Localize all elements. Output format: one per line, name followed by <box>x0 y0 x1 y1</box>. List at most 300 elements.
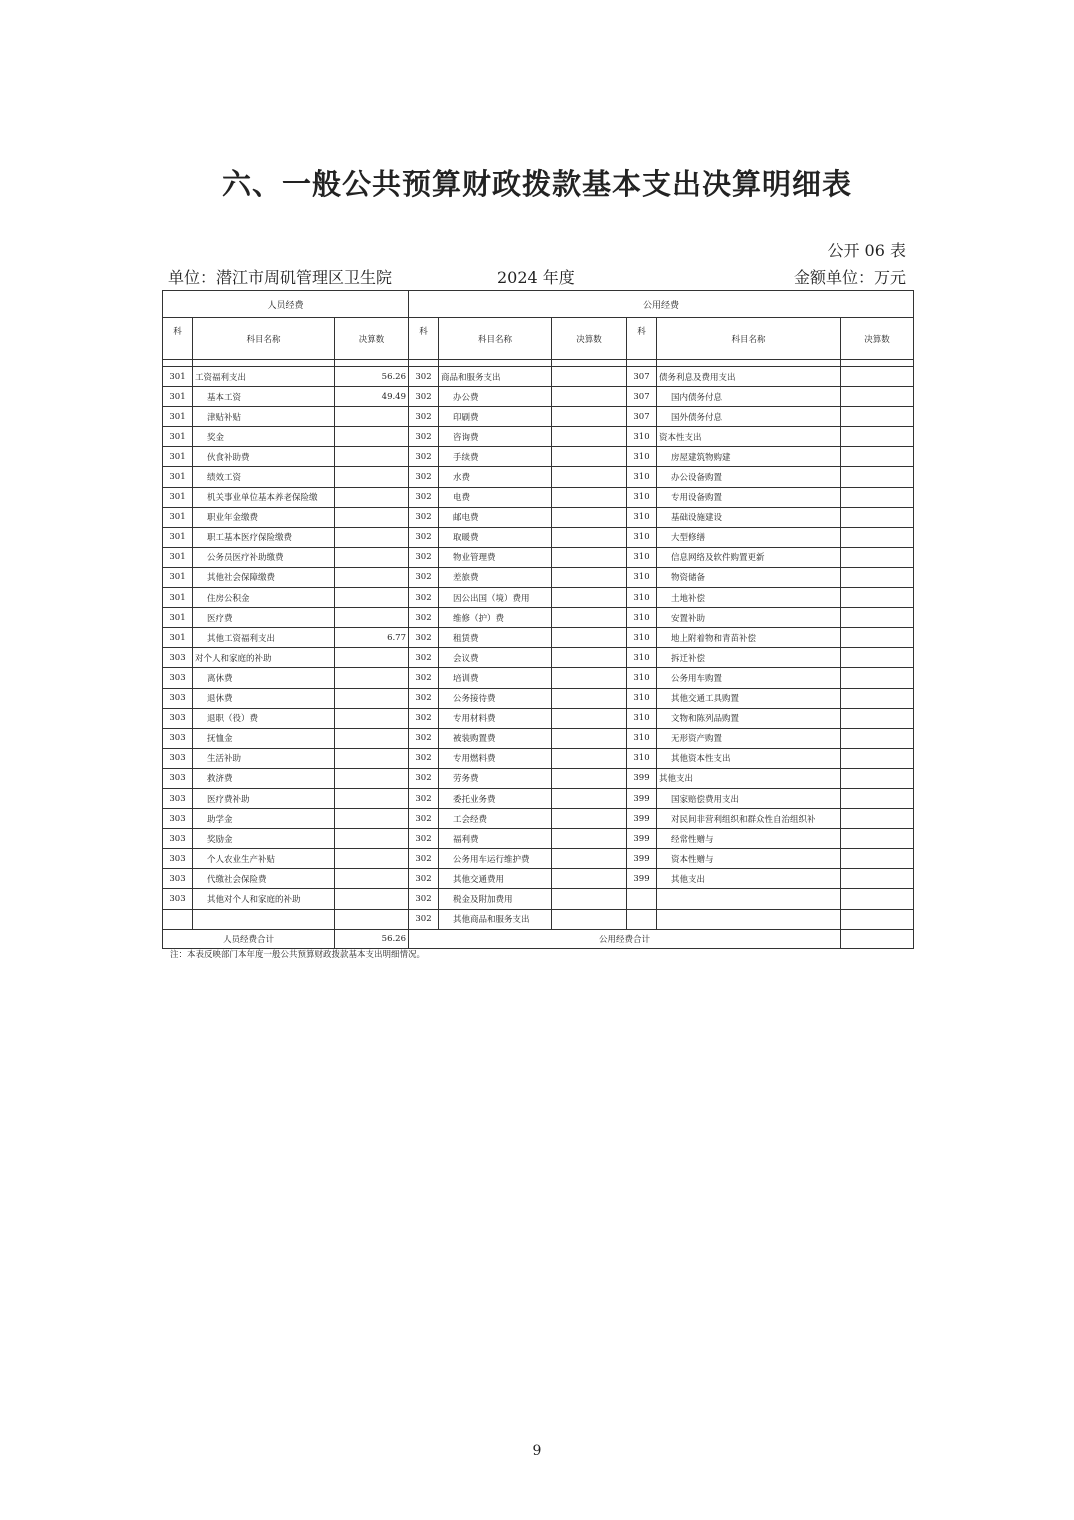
goods-code-cell: 302 <box>409 427 439 447</box>
capital-code-cell: 310 <box>627 588 657 608</box>
capital-amount-cell <box>841 648 914 668</box>
personnel-name-cell: 退职（役）费 <box>193 708 335 728</box>
capital-name-cell: 信息网络及软件购置更新 <box>657 547 841 567</box>
personnel-code-cell: 303 <box>163 688 193 708</box>
personnel-amount-cell <box>335 427 409 447</box>
personnel-amount-cell: 49.49 <box>335 387 409 407</box>
goods-code-cell: 302 <box>409 869 439 889</box>
capital-name-cell <box>657 889 841 909</box>
goods-code-cell: 302 <box>409 407 439 427</box>
capital-name-cell: 资本性支出 <box>657 427 841 447</box>
goods-amount-cell <box>552 427 627 447</box>
goods-name-cell: 因公出国（境）费用 <box>439 588 552 608</box>
capital-name-cell: 基础设施建设 <box>657 507 841 527</box>
goods-code-cell: 302 <box>409 648 439 668</box>
personnel-code-cell: 303 <box>163 668 193 688</box>
personnel-amount-cell <box>335 648 409 668</box>
capital-amount-cell <box>841 889 914 909</box>
capital-name-cell: 物资储备 <box>657 567 841 587</box>
capital-amount-cell <box>841 567 914 587</box>
personnel-code-cell <box>163 909 193 929</box>
goods-amount-cell <box>552 708 627 728</box>
table-row <box>163 547 914 567</box>
header-spacer-row <box>163 360 914 367</box>
capital-code-cell: 310 <box>627 648 657 668</box>
personnel-amount-cell <box>335 588 409 608</box>
personnel-amount-cell <box>335 407 409 427</box>
personnel-code-cell: 301 <box>163 567 193 587</box>
table-row <box>163 527 914 547</box>
personnel-name-cell <box>193 909 335 929</box>
capital-name-cell: 资本性赠与 <box>657 849 841 869</box>
capital-amount-cell <box>841 768 914 788</box>
capital-amount-cell <box>841 728 914 748</box>
goods-name-cell: 物业管理费 <box>439 547 552 567</box>
table-row <box>163 869 914 889</box>
personnel-name-cell: 医疗费 <box>193 608 335 628</box>
personnel-name-cell: 助学金 <box>193 809 335 829</box>
capital-code-cell: 399 <box>627 849 657 869</box>
goods-code-cell: 302 <box>409 829 439 849</box>
goods-amount-cell <box>552 809 627 829</box>
goods-amount-cell <box>552 507 627 527</box>
capital-amount-cell <box>841 748 914 768</box>
personnel-code-cell: 301 <box>163 588 193 608</box>
capital-amount-cell <box>841 447 914 467</box>
col-code-header: 科 <box>409 318 439 360</box>
goods-code-cell: 302 <box>409 788 439 808</box>
personnel-code-cell: 301 <box>163 628 193 648</box>
table-row <box>163 507 914 527</box>
capital-code-cell: 310 <box>627 668 657 688</box>
personnel-code-cell: 301 <box>163 527 193 547</box>
capital-amount-cell <box>841 367 914 387</box>
goods-code-cell: 302 <box>409 688 439 708</box>
goods-name-cell: 手续费 <box>439 447 552 467</box>
capital-name-cell: 专用设备购置 <box>657 487 841 507</box>
personnel-total-label: 人员经费合计 <box>163 929 335 948</box>
goods-name-cell: 邮电费 <box>439 507 552 527</box>
personnel-amount-cell <box>335 567 409 587</box>
goods-name-cell: 公务接待费 <box>439 688 552 708</box>
capital-amount-cell <box>841 387 914 407</box>
personnel-amount-cell <box>335 467 409 487</box>
goods-code-cell: 302 <box>409 909 439 929</box>
personnel-amount-cell <box>335 869 409 889</box>
capital-name-cell <box>657 909 841 929</box>
goods-name-cell: 被装购置费 <box>439 728 552 748</box>
capital-code-cell: 399 <box>627 809 657 829</box>
personnel-code-cell: 303 <box>163 889 193 909</box>
personnel-amount-cell <box>335 809 409 829</box>
capital-amount-cell <box>841 668 914 688</box>
table-row <box>163 889 914 909</box>
capital-code-cell: 307 <box>627 407 657 427</box>
goods-name-cell: 公务用车运行维护费 <box>439 849 552 869</box>
goods-amount-cell <box>552 588 627 608</box>
table-row <box>163 447 914 467</box>
capital-code-cell: 310 <box>627 688 657 708</box>
personnel-name-cell: 职业年金缴费 <box>193 507 335 527</box>
capital-name-cell: 其他资本性支出 <box>657 748 841 768</box>
capital-code-cell: 399 <box>627 768 657 788</box>
goods-amount-cell <box>552 387 627 407</box>
personnel-amount-cell <box>335 447 409 467</box>
goods-amount-cell <box>552 768 627 788</box>
personnel-amount-cell: 6.77 <box>335 628 409 648</box>
goods-amount-cell <box>552 547 627 567</box>
personnel-name-cell: 退休费 <box>193 688 335 708</box>
personnel-code-cell: 301 <box>163 547 193 567</box>
capital-code-cell: 310 <box>627 487 657 507</box>
personnel-amount-cell <box>335 708 409 728</box>
capital-name-cell: 公务用车购置 <box>657 668 841 688</box>
table-row <box>163 588 914 608</box>
personnel-code-cell: 303 <box>163 869 193 889</box>
capital-amount-cell <box>841 588 914 608</box>
goods-amount-cell <box>552 608 627 628</box>
money-unit-label: 金额单位：万元 <box>793 268 906 287</box>
personnel-code-cell: 303 <box>163 728 193 748</box>
capital-amount-cell <box>841 487 914 507</box>
personnel-name-cell: 职工基本医疗保险缴费 <box>193 527 335 547</box>
capital-code-cell: 310 <box>627 567 657 587</box>
public-header: 公用经费 <box>409 291 914 318</box>
capital-code-cell: 310 <box>627 467 657 487</box>
capital-code-cell <box>627 889 657 909</box>
personnel-code-cell: 301 <box>163 507 193 527</box>
personnel-total-value: 56.26 <box>335 929 409 948</box>
unit-label: 单位：潜江市周矶管理区卫生院 <box>168 268 393 287</box>
table-row <box>163 909 914 929</box>
capital-amount-cell <box>841 869 914 889</box>
capital-code-cell: 310 <box>627 427 657 447</box>
goods-code-cell: 302 <box>409 889 439 909</box>
table-row <box>163 809 914 829</box>
col-name-header: 科目名称 <box>193 318 335 360</box>
personnel-code-cell: 301 <box>163 608 193 628</box>
table-row <box>163 628 914 648</box>
goods-name-cell: 商品和服务支出 <box>439 367 552 387</box>
capital-name-cell: 其他支出 <box>657 768 841 788</box>
capital-name-cell: 债务利息及费用支出 <box>657 367 841 387</box>
capital-code-cell: 310 <box>627 608 657 628</box>
goods-name-cell: 取暖费 <box>439 527 552 547</box>
personnel-name-cell: 奖励金 <box>193 829 335 849</box>
goods-amount-cell <box>552 407 627 427</box>
goods-amount-cell <box>552 567 627 587</box>
col-amount-header: 决算数 <box>335 318 409 360</box>
goods-code-cell: 302 <box>409 708 439 728</box>
personnel-amount-cell <box>335 768 409 788</box>
goods-name-cell: 维修（护）费 <box>439 608 552 628</box>
personnel-name-cell: 奖金 <box>193 427 335 447</box>
capital-amount-cell <box>841 507 914 527</box>
goods-name-cell: 专用材料费 <box>439 708 552 728</box>
table-row <box>163 668 914 688</box>
goods-name-cell: 劳务费 <box>439 768 552 788</box>
capital-code-cell: 310 <box>627 527 657 547</box>
capital-name-cell: 拆迁补偿 <box>657 648 841 668</box>
goods-amount-cell <box>552 628 627 648</box>
capital-code-cell: 310 <box>627 748 657 768</box>
goods-amount-cell <box>552 849 627 869</box>
goods-code-cell: 302 <box>409 447 439 467</box>
personnel-amount-cell <box>335 909 409 929</box>
capital-code-cell: 310 <box>627 628 657 648</box>
personnel-code-cell: 303 <box>163 788 193 808</box>
capital-amount-cell <box>841 788 914 808</box>
col-name-header: 科目名称 <box>439 318 552 360</box>
goods-amount-cell <box>552 447 627 467</box>
goods-amount-cell <box>552 367 627 387</box>
capital-amount-cell <box>841 708 914 728</box>
table-row <box>163 427 914 447</box>
goods-code-cell: 302 <box>409 367 439 387</box>
goods-amount-cell <box>552 648 627 668</box>
personnel-name-cell: 基本工资 <box>193 387 335 407</box>
goods-code-cell: 302 <box>409 608 439 628</box>
personnel-code-cell: 303 <box>163 809 193 829</box>
totals-row <box>163 929 914 948</box>
goods-name-cell: 水费 <box>439 467 552 487</box>
capital-code-cell: 310 <box>627 507 657 527</box>
goods-code-cell: 302 <box>409 547 439 567</box>
personnel-header: 人员经费 <box>163 291 409 318</box>
goods-name-cell: 工会经费 <box>439 809 552 829</box>
personnel-code-cell: 303 <box>163 748 193 768</box>
goods-code-cell: 302 <box>409 588 439 608</box>
capital-name-cell: 国外债务付息 <box>657 407 841 427</box>
public-total-label: 公用经费合计 <box>409 929 841 948</box>
goods-name-cell: 其他交通费用 <box>439 869 552 889</box>
col-amount-header: 决算数 <box>841 318 914 360</box>
capital-name-cell: 办公设备购置 <box>657 467 841 487</box>
capital-amount-cell <box>841 849 914 869</box>
personnel-name-cell: 工资福利支出 <box>193 367 335 387</box>
goods-amount-cell <box>552 487 627 507</box>
personnel-name-cell: 代缴社会保险费 <box>193 869 335 889</box>
table-row <box>163 829 914 849</box>
personnel-name-cell: 住房公积金 <box>193 588 335 608</box>
personnel-name-cell: 生活补助 <box>193 748 335 768</box>
goods-amount-cell <box>552 869 627 889</box>
table-row <box>163 487 914 507</box>
goods-amount-cell <box>552 688 627 708</box>
goods-name-cell: 税金及附加费用 <box>439 889 552 909</box>
personnel-name-cell: 救济费 <box>193 768 335 788</box>
personnel-code-cell: 301 <box>163 447 193 467</box>
table-row <box>163 367 914 387</box>
capital-name-cell: 土地补偿 <box>657 588 841 608</box>
goods-name-cell: 印刷费 <box>439 407 552 427</box>
personnel-amount-cell <box>335 527 409 547</box>
capital-name-cell: 其他交通工具购置 <box>657 688 841 708</box>
capital-amount-cell <box>841 909 914 929</box>
personnel-code-cell: 301 <box>163 427 193 447</box>
goods-code-cell: 302 <box>409 487 439 507</box>
personnel-code-cell: 303 <box>163 829 193 849</box>
capital-amount-cell <box>841 628 914 648</box>
personnel-code-cell: 303 <box>163 849 193 869</box>
personnel-code-cell: 301 <box>163 387 193 407</box>
personnel-name-cell: 其他工资福利支出 <box>193 628 335 648</box>
goods-code-cell: 302 <box>409 567 439 587</box>
page-title: 六、一般公共预算财政拨款基本支出决算明细表 <box>221 167 852 201</box>
goods-name-cell: 委托业务费 <box>439 788 552 808</box>
goods-amount-cell <box>552 728 627 748</box>
goods-code-cell: 302 <box>409 768 439 788</box>
goods-amount-cell <box>552 527 627 547</box>
goods-code-cell: 302 <box>409 507 439 527</box>
capital-code-cell: 399 <box>627 869 657 889</box>
personnel-amount-cell <box>335 748 409 768</box>
goods-name-cell: 咨询费 <box>439 427 552 447</box>
personnel-name-cell: 机关事业单位基本养老保险缴 <box>193 487 335 507</box>
personnel-amount-cell <box>335 829 409 849</box>
goods-name-cell: 办公费 <box>439 387 552 407</box>
capital-name-cell: 文物和陈列品购置 <box>657 708 841 728</box>
capital-code-cell: 310 <box>627 708 657 728</box>
capital-name-cell: 其他支出 <box>657 869 841 889</box>
personnel-amount-cell <box>335 507 409 527</box>
table-note: 注：本表反映部门本年度一般公共预算财政拨款基本支出明细情况。 <box>170 950 426 960</box>
capital-code-cell: 310 <box>627 447 657 467</box>
table-row <box>163 788 914 808</box>
goods-code-cell: 302 <box>409 628 439 648</box>
page-number: 9 <box>532 1443 542 1459</box>
capital-name-cell: 对民间非营利组织和群众性自治组织补 <box>657 809 841 829</box>
personnel-amount-cell <box>335 608 409 628</box>
capital-name-cell: 安置补助 <box>657 608 841 628</box>
capital-amount-cell <box>841 829 914 849</box>
capital-name-cell: 房屋建筑物购建 <box>657 447 841 467</box>
goods-code-cell: 302 <box>409 809 439 829</box>
table-row <box>163 467 914 487</box>
goods-name-cell: 电费 <box>439 487 552 507</box>
table-row <box>163 608 914 628</box>
goods-code-cell: 302 <box>409 748 439 768</box>
personnel-name-cell: 其他对个人和家庭的补助 <box>193 889 335 909</box>
table-row <box>163 648 914 668</box>
goods-name-cell: 其他商品和服务支出 <box>439 909 552 929</box>
personnel-name-cell: 其他社会保障缴费 <box>193 567 335 587</box>
capital-name-cell: 国家赔偿费用支出 <box>657 788 841 808</box>
col-code-header: 科 <box>627 318 657 360</box>
personnel-code-cell: 301 <box>163 467 193 487</box>
personnel-amount-cell <box>335 849 409 869</box>
goods-code-cell: 302 <box>409 527 439 547</box>
personnel-code-cell: 301 <box>163 367 193 387</box>
goods-amount-cell <box>552 668 627 688</box>
goods-name-cell: 会议费 <box>439 648 552 668</box>
table-row <box>163 407 914 427</box>
personnel-amount-cell <box>335 547 409 567</box>
personnel-code-cell: 303 <box>163 768 193 788</box>
goods-code-cell: 302 <box>409 387 439 407</box>
capital-name-cell: 经常性赠与 <box>657 829 841 849</box>
goods-name-cell: 租赁费 <box>439 628 552 648</box>
personnel-amount-cell <box>335 889 409 909</box>
col-code-header: 科 <box>163 318 193 360</box>
capital-name-cell: 大型修缮 <box>657 527 841 547</box>
table-row <box>163 567 914 587</box>
capital-code-cell <box>627 909 657 929</box>
capital-code-cell: 307 <box>627 387 657 407</box>
capital-code-cell: 307 <box>627 367 657 387</box>
personnel-name-cell: 公务员医疗补助缴费 <box>193 547 335 567</box>
table-row <box>163 728 914 748</box>
capital-code-cell: 310 <box>627 547 657 567</box>
goods-amount-cell <box>552 788 627 808</box>
table-row <box>163 688 914 708</box>
goods-code-cell: 302 <box>409 728 439 748</box>
goods-code-cell: 302 <box>409 849 439 869</box>
personnel-amount-cell <box>335 688 409 708</box>
capital-amount-cell <box>841 547 914 567</box>
table-row <box>163 748 914 768</box>
personnel-amount-cell <box>335 668 409 688</box>
personnel-code-cell: 301 <box>163 407 193 427</box>
capital-amount-cell <box>841 608 914 628</box>
year-label: 2024 年度 <box>497 268 575 287</box>
personnel-name-cell: 绩效工资 <box>193 467 335 487</box>
capital-code-cell: 310 <box>627 728 657 748</box>
capital-amount-cell <box>841 688 914 708</box>
personnel-name-cell: 医疗费补助 <box>193 788 335 808</box>
personnel-name-cell: 伙食补助费 <box>193 447 335 467</box>
table-row <box>163 708 914 728</box>
capital-amount-cell <box>841 467 914 487</box>
capital-code-cell: 399 <box>627 829 657 849</box>
table-row <box>163 387 914 407</box>
personnel-amount-cell <box>335 487 409 507</box>
goods-amount-cell <box>552 829 627 849</box>
goods-name-cell: 培训费 <box>439 668 552 688</box>
goods-amount-cell <box>552 889 627 909</box>
table-row <box>163 768 914 788</box>
capital-amount-cell <box>841 427 914 447</box>
personnel-name-cell: 津贴补贴 <box>193 407 335 427</box>
personnel-amount-cell <box>335 728 409 748</box>
public-total-value <box>841 929 914 948</box>
goods-amount-cell <box>552 467 627 487</box>
goods-amount-cell <box>552 909 627 929</box>
capital-amount-cell <box>841 527 914 547</box>
col-amount-header: 决算数 <box>552 318 627 360</box>
goods-name-cell: 差旅费 <box>439 567 552 587</box>
personnel-code-cell: 303 <box>163 708 193 728</box>
goods-code-cell: 302 <box>409 467 439 487</box>
capital-name-cell: 地上附着物和青苗补偿 <box>657 628 841 648</box>
personnel-name-cell: 个人农业生产补贴 <box>193 849 335 869</box>
capital-amount-cell <box>841 407 914 427</box>
personnel-amount-cell: 56.26 <box>335 367 409 387</box>
personnel-name-cell: 对个人和家庭的补助 <box>193 648 335 668</box>
capital-name-cell: 国内债务付息 <box>657 387 841 407</box>
col-name-header: 科目名称 <box>657 318 841 360</box>
form-number: 公开 06 表 <box>827 241 906 260</box>
goods-name-cell: 福利费 <box>439 829 552 849</box>
capital-code-cell: 399 <box>627 788 657 808</box>
goods-name-cell: 专用燃料费 <box>439 748 552 768</box>
personnel-name-cell: 离休费 <box>193 668 335 688</box>
expenditure-table <box>162 290 914 949</box>
capital-name-cell: 无形资产购置 <box>657 728 841 748</box>
personnel-amount-cell <box>335 788 409 808</box>
table-row <box>163 849 914 869</box>
personnel-name-cell: 抚恤金 <box>193 728 335 748</box>
